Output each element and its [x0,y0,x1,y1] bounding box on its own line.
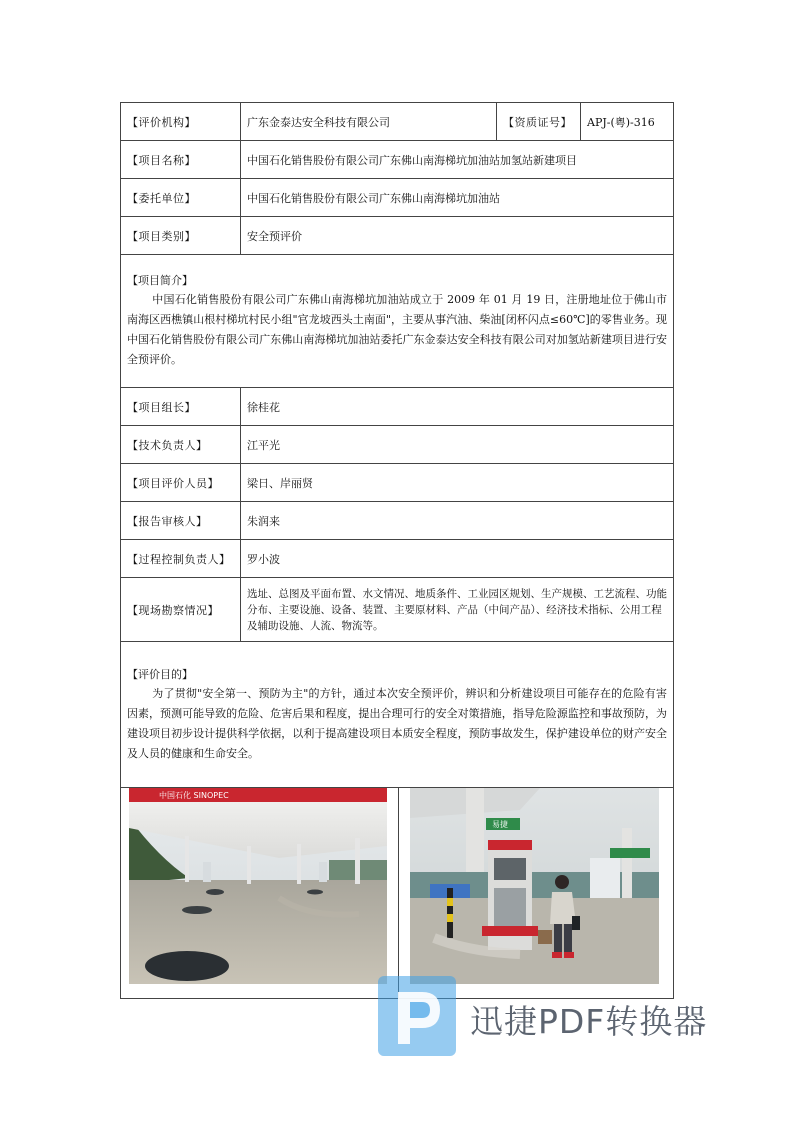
summary-text: 中国石化销售股份有限公司广东佛山南海梯坑加油站成立于 2009 年 01 月 19 日，注册地址位于佛山市南海区西樵镇山根村梯坑村民小组"官龙坡西头土南面"，主要从事汽油、柴油[闭杯闪点≤60℃]的零售业务。现中国石化销售股份有限公司广东佛山南海梯坑加油站委托广东金泰达安全科技有限公司对加氢站新建项目进行安全预评价。 [127,293,667,366]
row-client [121,179,674,217]
summary-cell [121,255,674,388]
purpose-text: 为了贯彻"安全第一、预防为主"的方针，通过本次安全预评价，辨识和分析建设项目可能存在的危险有害因素，预测可能导致的危险、危害后果和程度，提出合理可行的安全对策措施，指导危险源监控和事故预防，为建设项目初步设计提供科学依据，以利于提高建设项目本质安全程度，预防事故发生，保护建设单位的财产安全及人员的健康和生命安全。 [127,686,667,760]
row-evaluators [121,464,674,502]
evaluation-info-table [120,102,674,999]
reviewer-label: 【报告审核人】 [121,502,241,540]
canopy-photo-drawing [129,788,387,984]
dispenser-photo-drawing [410,788,659,984]
row-leader [121,388,674,426]
row-tech [121,426,674,464]
purpose-title: 【评价目的】 [127,667,193,681]
row-evaluator [121,103,674,141]
cert-label: 【资质证号】 [497,103,581,141]
leader-value: 徐桂花 [241,388,674,426]
tech-label: 【技术负责人】 [121,426,241,464]
category-label: 【项目类别】 [121,217,241,255]
row-summary [121,255,674,388]
process-label: 【过程控制负责人】 [121,540,241,578]
survey-value: 选址、总图及平面布置、水文情况、地质条件、工业园区规划、生产规模、工艺流程、功能分布、主要设施、设备、装置、主要原材料、产品（中间产品）、经济技术指标、公用工程及辅助设施、人流、物流等。 [241,578,674,642]
row-survey [121,578,674,642]
cert-value: APJ-(粤)-316 [581,103,674,141]
evaluator-value: 广东金泰达安全科技有限公司 [241,103,497,141]
watermark-logo-icon [378,976,460,1058]
project-name-label: 【项目名称】 [121,141,241,179]
project-name-value: 中国石化销售股份有限公司广东佛山南海梯坑加油站加氢站新建项目 [241,141,674,179]
client-label: 【委托单位】 [121,179,241,217]
row-photos [121,788,674,999]
canopy-sign-text: 中国石化 SINOPEC [159,791,229,800]
store-sign-text: 易捷 [492,820,508,829]
purpose-cell [121,642,674,788]
tech-value: 江平光 [241,426,674,464]
photos-cell [121,788,674,999]
category-value: 安全预评价 [241,217,674,255]
row-reviewer [121,502,674,540]
watermark-text: 迅捷PDF转换器 [470,1002,708,1041]
row-process [121,540,674,578]
evaluators-value: 梁日、岸丽贤 [241,464,674,502]
reviewer-value: 朱润来 [241,502,674,540]
fuel-dispenser-photo [410,788,659,984]
summary-title: 【项目简介】 [127,274,193,287]
row-project-name [121,141,674,179]
row-category [121,217,674,255]
gas-station-canopy-photo [129,788,387,984]
leader-label: 【项目组长】 [121,388,241,426]
process-value: 罗小波 [241,540,674,578]
row-purpose [121,642,674,788]
client-value: 中国石化销售股份有限公司广东佛山南海梯坑加油站 [241,179,674,217]
photo-divider [398,788,399,998]
pdf-converter-watermark [378,976,738,1058]
evaluators-label: 【项目评价人员】 [121,464,241,502]
survey-label: 【现场勘察情况】 [121,578,241,642]
evaluator-label: 【评价机构】 [121,103,241,141]
